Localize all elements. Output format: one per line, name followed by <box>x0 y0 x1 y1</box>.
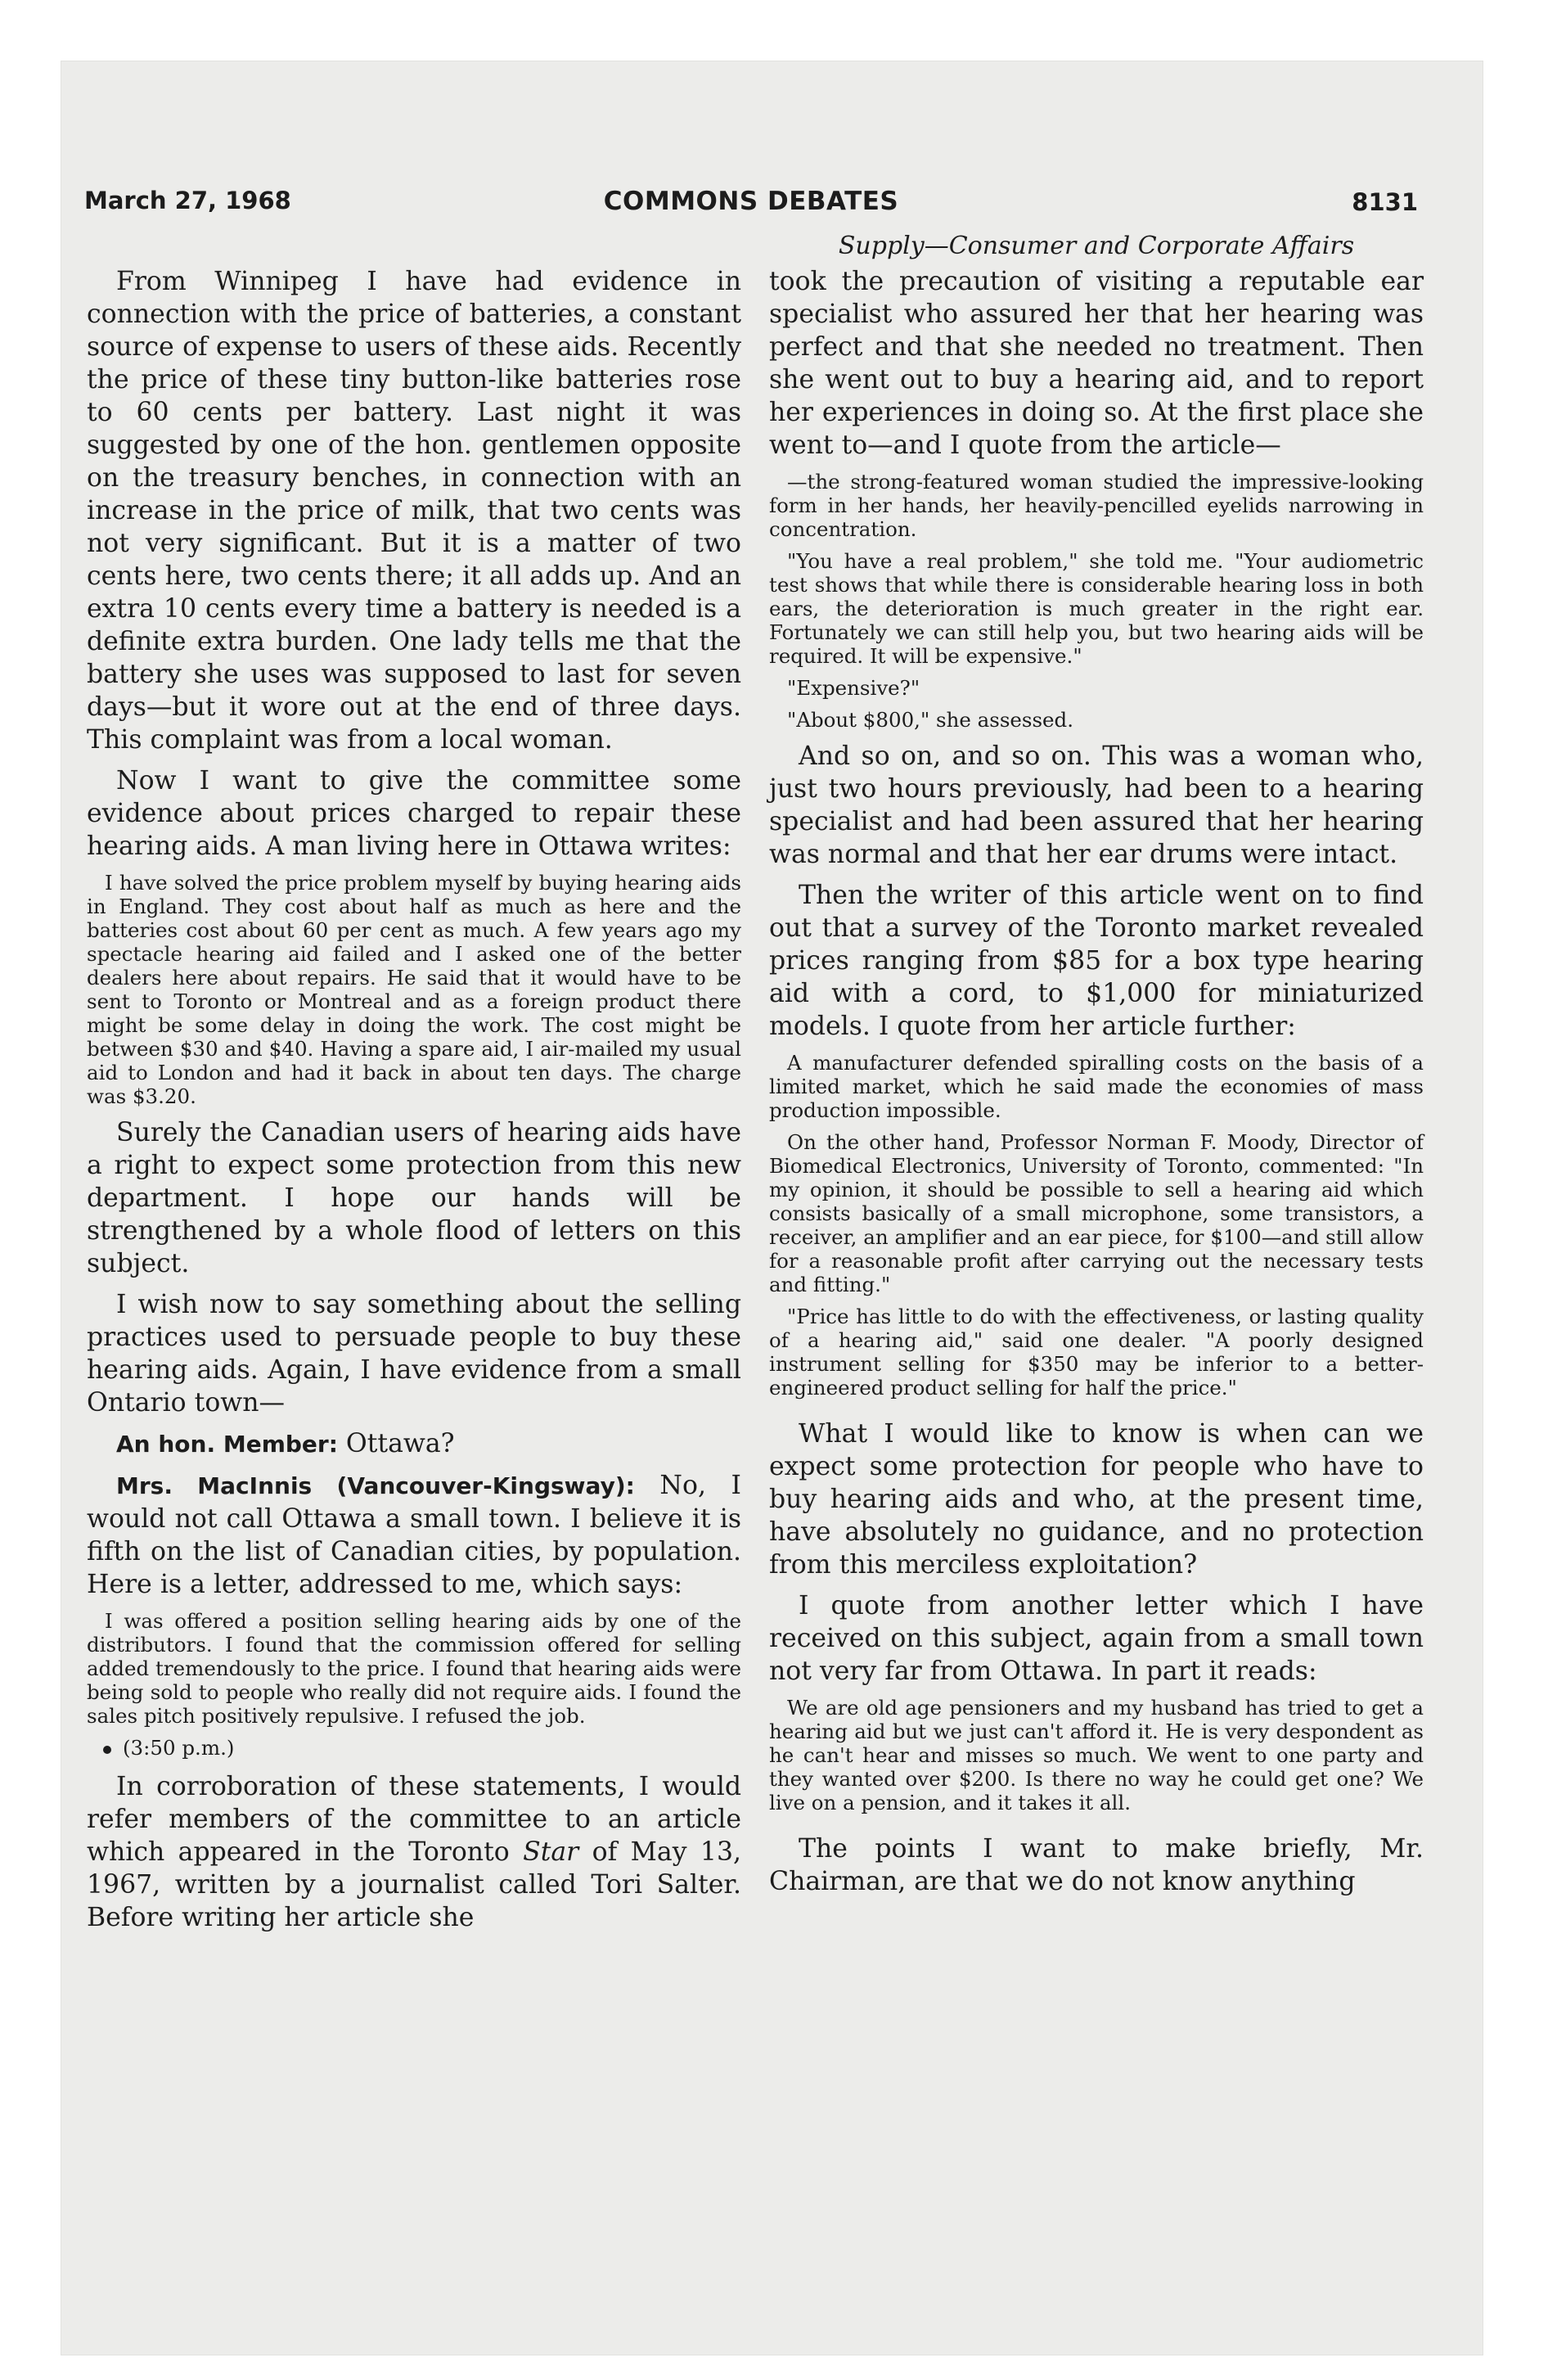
paragraph: And so on, and so on. This was a woman who, just two hours previously, had been to a hearing specialist and had been assured that her hearing was normal and that her ear drums were intact. <box>769 741 1424 869</box>
speaker-name: An hon. Member: <box>116 1431 338 1458</box>
paragraph: Then the writer of this article went on to find out that a survey of the Toronto market revealed prices ranging from $85 for a box type hearing aid with a cord, to $1,000 for miniaturized models. I quote from her article further: <box>769 881 1424 1041</box>
page-header <box>84 187 1418 223</box>
block-quote: —the strong-featured woman studied the impressive-looking form in her hands, her heavily-pencilled eyelids narrowing in concentration. <box>769 470 1424 541</box>
paragraph-text: In corroboration of these statements, I would refer members of the committee to an article which appeared in the Toronto <box>87 1772 741 1867</box>
block-quote: "Expensive?" <box>787 676 920 700</box>
block-quote: "Price has little to do with the effectiveness, or lasting quality of a hearing aid," said one dealer. "A poorly designed instrument selling for $350 may be inferior to a better-engineered product selling for half the price." <box>769 1305 1424 1400</box>
speech-text: Ottawa? <box>337 1429 455 1458</box>
time-text: (3:50 p.m.) <box>123 1736 235 1760</box>
block-quote: "You have a real problem," she told me. "Your audiometric test shows that while there is considerable hearing loss in both ears, the deterioration is much greater in the right ear. Fortunately we can still help you, but two hearing aids will be required. It will be expensive." <box>769 549 1424 668</box>
paragraph: Surely the Canadian users of hearing aids have a right to expect some protection from this new department. I hope our hands will be strengthened by a whole flood of letters on this subject. <box>87 1118 741 1278</box>
paragraph: What I would like to know is when can we expect some protection for people who have to buy hearing aids and who, at the present time, have absolutely no guidance, and no protection from this merciless exploitation? <box>769 1419 1424 1580</box>
header-title: COMMONS DEBATES <box>603 187 899 216</box>
paragraph: I wish now to say something about the selling practices used to persuade people to buy these hearing aids. Again, I have evidence from a small Ontario town— <box>87 1290 741 1418</box>
block-quote: We are old age pensioners and my husband has tried to get a hearing aid but we just can't afford it. He is very despondent as he can't hear and misses so much. We went to one party and they wanted over $200. Is there no way he could get one? We live on a pension, and it takes it all. <box>769 1696 1424 1814</box>
header-date: March 27, 1968 <box>84 187 291 214</box>
newspaper-name: Star <box>523 1837 579 1867</box>
paragraph: I quote from another letter which I have received on this subject, again from a small town not very far from Ottawa. In part it reads: <box>769 1591 1424 1686</box>
block-quote: I was offered a position selling hearing aids by one of the distributors. I found that the commission offered for selling added tremendously to the price. I found that hearing aids were being sold to people who really did not require aids. I found the sales pitch positively repulsive. I refused the job. <box>87 1609 741 1728</box>
time-marker <box>103 1736 741 1760</box>
bullet-icon <box>103 1746 111 1754</box>
paragraph-text: of May 13, 1967, written by a journalist called Tori Salter. Before writing her article she <box>87 1837 742 1932</box>
page-number: 8131 <box>1352 188 1418 216</box>
paragraph: The points I want to make briefly, Mr. Chairman, are that we do not know anything <box>769 1834 1424 1896</box>
speech-text: No, I would not call Ottawa a small town. I believe it is fifth on the list of Canadian cities, by population. Here is a letter, addressed to me, which says: <box>87 1471 741 1599</box>
paragraph <box>87 1770 741 1934</box>
left-column <box>87 229 741 1942</box>
paragraph: Now I want to give the committee some evidence about prices charged to repair these hearing aids. A man living here in Ottawa writes: <box>87 766 741 861</box>
paragraph: took the precaution of visiting a reputable ear specialist who assured her that her hearing was perfect and that she needed no treatment. Then she went out to buy a hearing aid, and to report her experiences in doing so. At the first place she went to—and I quote from the article— <box>769 267 1424 460</box>
speaker-name: Mrs. MacInnis (Vancouver-Kingsway): <box>116 1472 635 1499</box>
speech <box>87 1469 741 1601</box>
right-column <box>769 229 1424 1906</box>
block-quote: "About $800," she assessed. <box>787 708 1074 732</box>
block-quote: A manufacturer defended spiralling costs on the basis of a limited market, which he said made the economies of mass production impossible. <box>769 1051 1424 1122</box>
speech-interjection <box>87 1427 741 1461</box>
paragraph: From Winnipeg I have had evidence in connection with the price of batteries, a constant source of expense to users of these aids. Recently the price of these tiny button-like batteries rose to 60 cents per battery. Last night it was suggested by one of the hon. gentlemen opposite on the treasury benches, in connection with an increase in the price of milk, that two cents was not very significant. But it is a matter of two cents here, two cents there; it all adds up. And an extra 10 cents every time a battery is needed is a definite extra burden. One lady tells me that the battery she uses was supposed to last for seven days—but it wore out at the end of three days. This complaint was from a local woman. <box>87 267 741 755</box>
block-quote: I have solved the price problem myself by buying hearing aids in England. They cost about half as much as here and the batteries cost about 60 per cent as much. A few years ago my spectacle hearing aid failed and I asked one of the better dealers here about repairs. He said that it would have to be sent to Toronto or Montreal and as a foreign product there might be some delay in doing the work. The cost might be between $30 and $40. Having a spare aid, I air-mailed my usual aid to London and had it back in about ten days. The charge was $3.20. <box>87 871 741 1108</box>
running-head: Supply—Consumer and Corporate Affairs <box>838 232 1355 260</box>
block-quote: On the other hand, Professor Norman F. Moody, Director of Biomedical Electronics, University of Toronto, commented: "In my opinion, it should be possible to sell a hearing aid which consists basically of a small microphone, some transistors, a receiver, an amplifier and an ear piece, for $100—and still allow for a reasonable profit after carrying out the necessary tests and fitting." <box>769 1130 1424 1296</box>
